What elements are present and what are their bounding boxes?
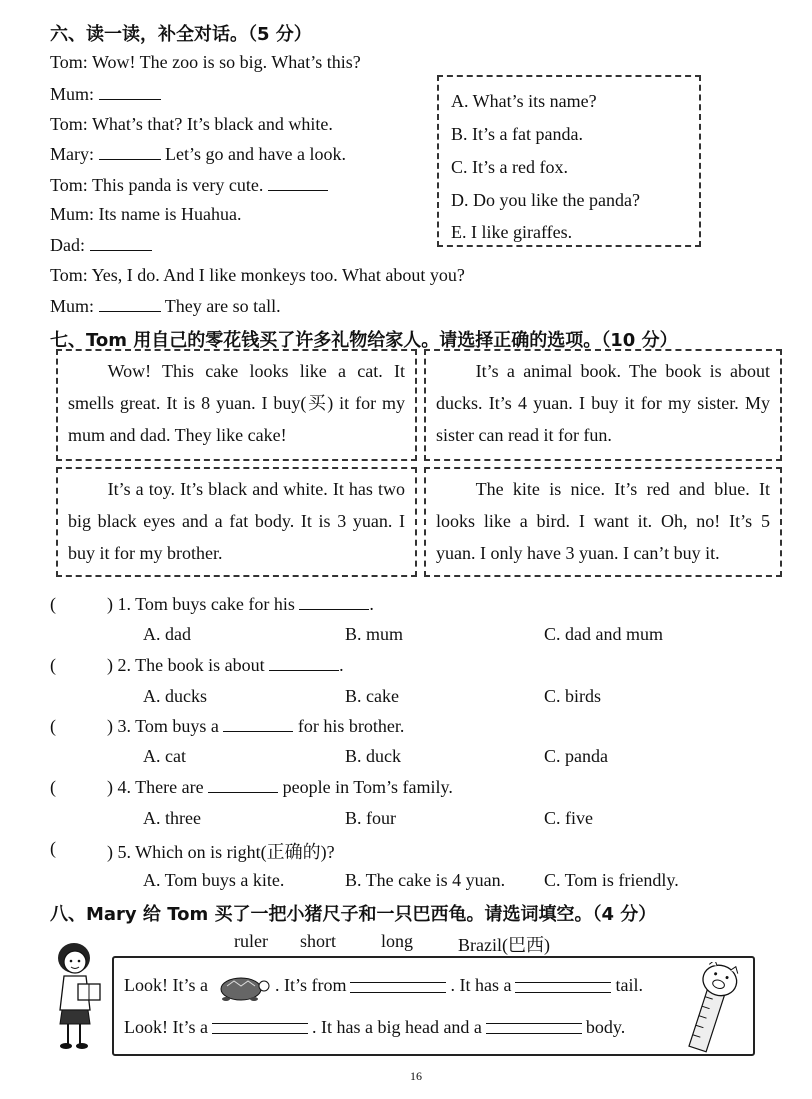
answer-blank[interactable] (208, 778, 278, 793)
option-c: C. It’s a red fox. (451, 157, 568, 177)
q2-option-b[interactable]: B. cake (345, 686, 399, 706)
page-number: 16 (410, 1069, 422, 1083)
option-d: D. Do you like the panda? (451, 190, 640, 210)
q1-option-c[interactable]: C. dad and mum (544, 624, 663, 644)
section6-title: 六、读一读，补全对话。（5 分） (50, 24, 312, 45)
answer-blank[interactable] (350, 982, 446, 993)
q5-option-c[interactable]: C. Tom is friendly. (544, 870, 679, 890)
answer-blank[interactable] (99, 297, 161, 312)
dialog-line-8: Tom: Yes, I do. And I like monkeys too. What about you? (50, 265, 465, 285)
answer-blank[interactable] (99, 145, 161, 160)
dialog-line-5: Tom: This panda is very cute. (50, 175, 328, 196)
option-b: B. It’s a fat panda. (451, 124, 583, 144)
answer-blank[interactable] (486, 1023, 582, 1034)
options-box (437, 75, 701, 247)
answer-blank[interactable] (212, 1023, 308, 1034)
answer-paren[interactable]: ( (50, 655, 56, 675)
q2-option-c[interactable]: C. birds (544, 686, 602, 706)
answer-blank[interactable] (515, 982, 611, 993)
q4-option-a[interactable]: A. three (143, 808, 201, 828)
q4-option-b[interactable]: B. four (345, 808, 396, 828)
answer-paren[interactable]: ( (50, 594, 56, 614)
answer-blank[interactable] (223, 717, 293, 732)
answer-paren[interactable]: ( (50, 777, 56, 797)
turtle-icon (212, 972, 270, 1002)
fill-line-2: Look! It’s a . It has a big head and a body. (124, 1017, 626, 1037)
word-ruler: ruler (234, 931, 268, 951)
passage-book: It’s a animal book. The book is about ducks. It’s 4 yuan. I buy it for my sister. My sister can read it for fun. (424, 349, 782, 461)
dialog-line-3: Tom: What’s that? It’s black and white. (50, 114, 333, 134)
q1-option-b[interactable]: B. mum (345, 624, 404, 644)
dialog-line-1: Tom: Wow! The zoo is so big. What’s this? (50, 52, 361, 72)
pig-ruler-illustration (684, 962, 744, 1054)
passage-toy: It’s a toy. It’s black and white. It has two big black eyes and a fat body. It is 3 yuan. I buy it for my brother. (56, 467, 417, 577)
option-a: A. What’s its name? (451, 91, 597, 111)
answer-blank[interactable] (90, 236, 152, 251)
q3-option-a[interactable]: A. cat (143, 746, 186, 766)
section8-title: 八、Mary 给 Tom 买了一把小猪尺子和一只巴西龟。请选词填空。（4 分） (50, 904, 657, 925)
q5-option-a[interactable]: A. Tom buys a kite. (143, 870, 285, 890)
dialog-line-2: Mum: (50, 84, 161, 105)
passage-kite: The kite is nice. It’s red and blue. It looks like a bird. I want it. Oh, no! It’s 5 yuan. I only have 3 yuan. I can’t buy it. (424, 467, 782, 577)
dialog-line-6: Mum: Its name is Huahua. (50, 204, 242, 224)
answer-blank[interactable] (299, 595, 369, 610)
answer-blank[interactable] (268, 176, 328, 191)
option-e: E. I like giraffes. (451, 222, 573, 242)
q3-option-c[interactable]: C. panda (544, 746, 608, 766)
fill-line-1: Look! It’s a . It’s from . It has a tail. (124, 972, 643, 1002)
q1-option-a[interactable]: A. dad (143, 624, 191, 644)
word-brazil: Brazil(巴西) (458, 935, 550, 955)
q4-option-c[interactable]: C. five (544, 808, 593, 828)
word-long: long (381, 931, 414, 951)
q5-option-b[interactable]: B. The cake is 4 yuan. (345, 870, 506, 890)
word-short: short (300, 931, 336, 951)
girl-illustration (44, 940, 108, 1054)
section7-title: 七、Tom 用自己的零花钱买了许多礼物给家人。请选择正确的选项。（10 分） (50, 330, 678, 351)
dialog-line-4: Mary: Let’s go and have a look. (50, 144, 346, 164)
q2-option-a[interactable]: A. ducks (143, 686, 207, 706)
dialog-line-7: Dad: (50, 235, 152, 256)
answer-blank[interactable] (99, 85, 161, 100)
answer-paren[interactable]: ( (50, 716, 56, 736)
dialog-line-9: Mum: They are so tall. (50, 296, 281, 316)
speech-box (112, 956, 755, 1056)
answer-paren[interactable]: ( (50, 838, 56, 858)
passage-cake: Wow! This cake looks like a cat. It smells great. It is 8 yuan. I buy(买) it for my mum and dad. They like cake! (56, 349, 417, 461)
q3-option-b[interactable]: B. duck (345, 746, 401, 766)
answer-blank[interactable] (269, 656, 339, 671)
